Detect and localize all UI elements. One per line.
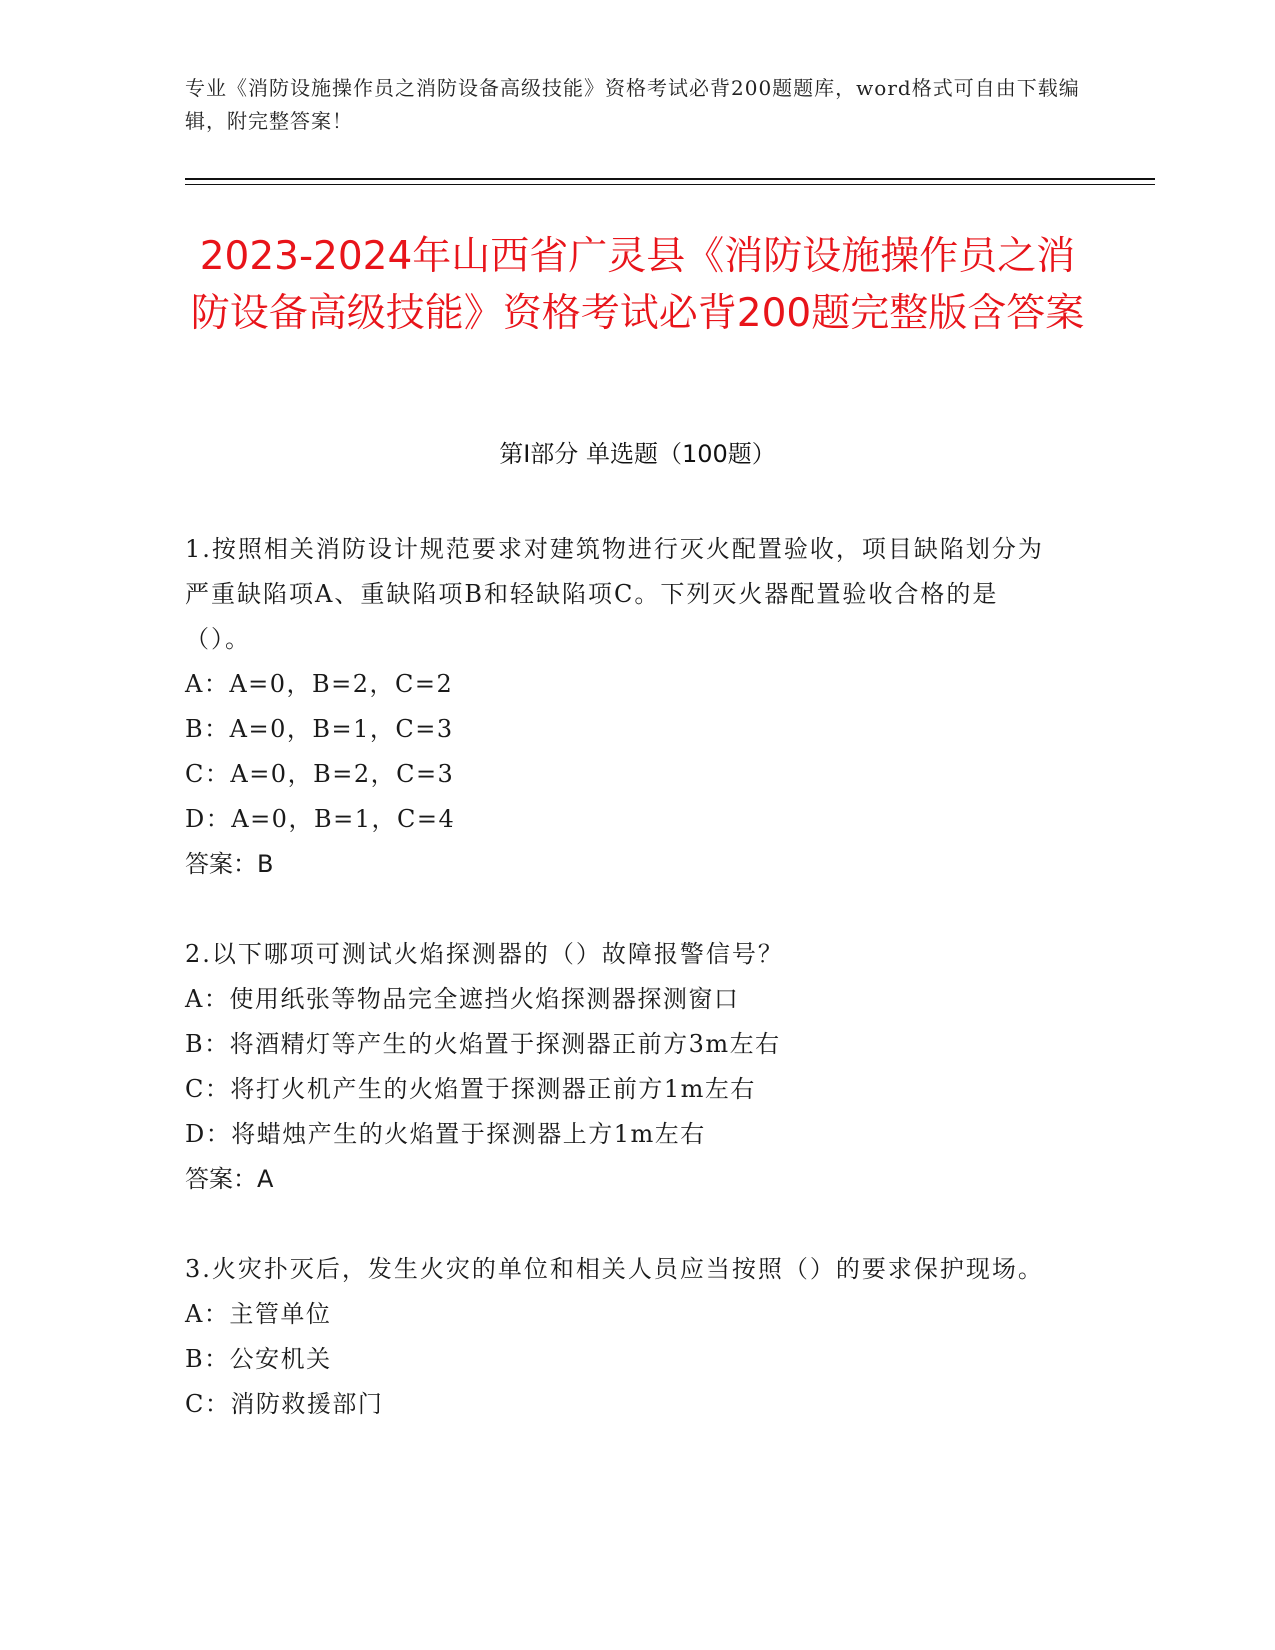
question-stem: 3.火灾扑灭后，发生火灾的单位和相关人员应当按照（）的要求保护现场。 [185, 1255, 1044, 1283]
header-rule-thick [185, 178, 1155, 180]
header-rule-thin [185, 184, 1155, 185]
question-stem: 2.以下哪项可测试火焰探测器的（）故障报警信号？ [185, 940, 784, 968]
question-3 [185, 1247, 1055, 1427]
question-list [185, 527, 1055, 1472]
option-d: D：将蜡烛产生的火焰置于探测器上方1m左右 [185, 1120, 706, 1148]
option-b: B：将酒精灯等产生的火焰置于探测器正前方3m左右 [185, 1030, 781, 1058]
answer: 答案：A [185, 1165, 274, 1193]
answer: 答案：B [185, 850, 274, 878]
option-a: A：主管单位 [185, 1300, 332, 1328]
option-c: C：A=0，B=2，C=3 [185, 760, 455, 788]
document-title: 2023-2024年山西省广灵县《消防设施操作员之消防设备高级技能》资格考试必背200题完整版含答案 [190, 234, 1085, 336]
option-c: C：消防救援部门 [185, 1390, 384, 1418]
header-note: 专业《消防设施操作员之消防设备高级技能》资格考试必背200题题库，word格式可自由下载编辑，附完整答案！ [185, 76, 1080, 133]
option-c: C：将打火机产生的火焰置于探测器正前方1m左右 [185, 1075, 756, 1103]
option-a: A：使用纸张等物品完全遮挡火焰探测器探测窗口 [185, 985, 740, 1013]
option-b: B：公安机关 [185, 1345, 332, 1373]
option-d: D：A=0，B=1，C=4 [185, 805, 456, 833]
question-1 [185, 527, 1055, 887]
option-b: B：A=0，B=1，C=3 [185, 715, 454, 743]
question-2 [185, 932, 1055, 1202]
question-stem: 1.按照相关消防设计规范要求对建筑物进行灭火配置验收，项目缺陷划分为严重缺陷项A、重缺陷项B和轻缺陷项C。下列灭火器配置验收合格的是（）。 [185, 535, 1044, 653]
section-heading: 第I部分 单选题（100题） [499, 440, 776, 468]
option-a: A：A=0，B=2，C=2 [185, 670, 454, 698]
